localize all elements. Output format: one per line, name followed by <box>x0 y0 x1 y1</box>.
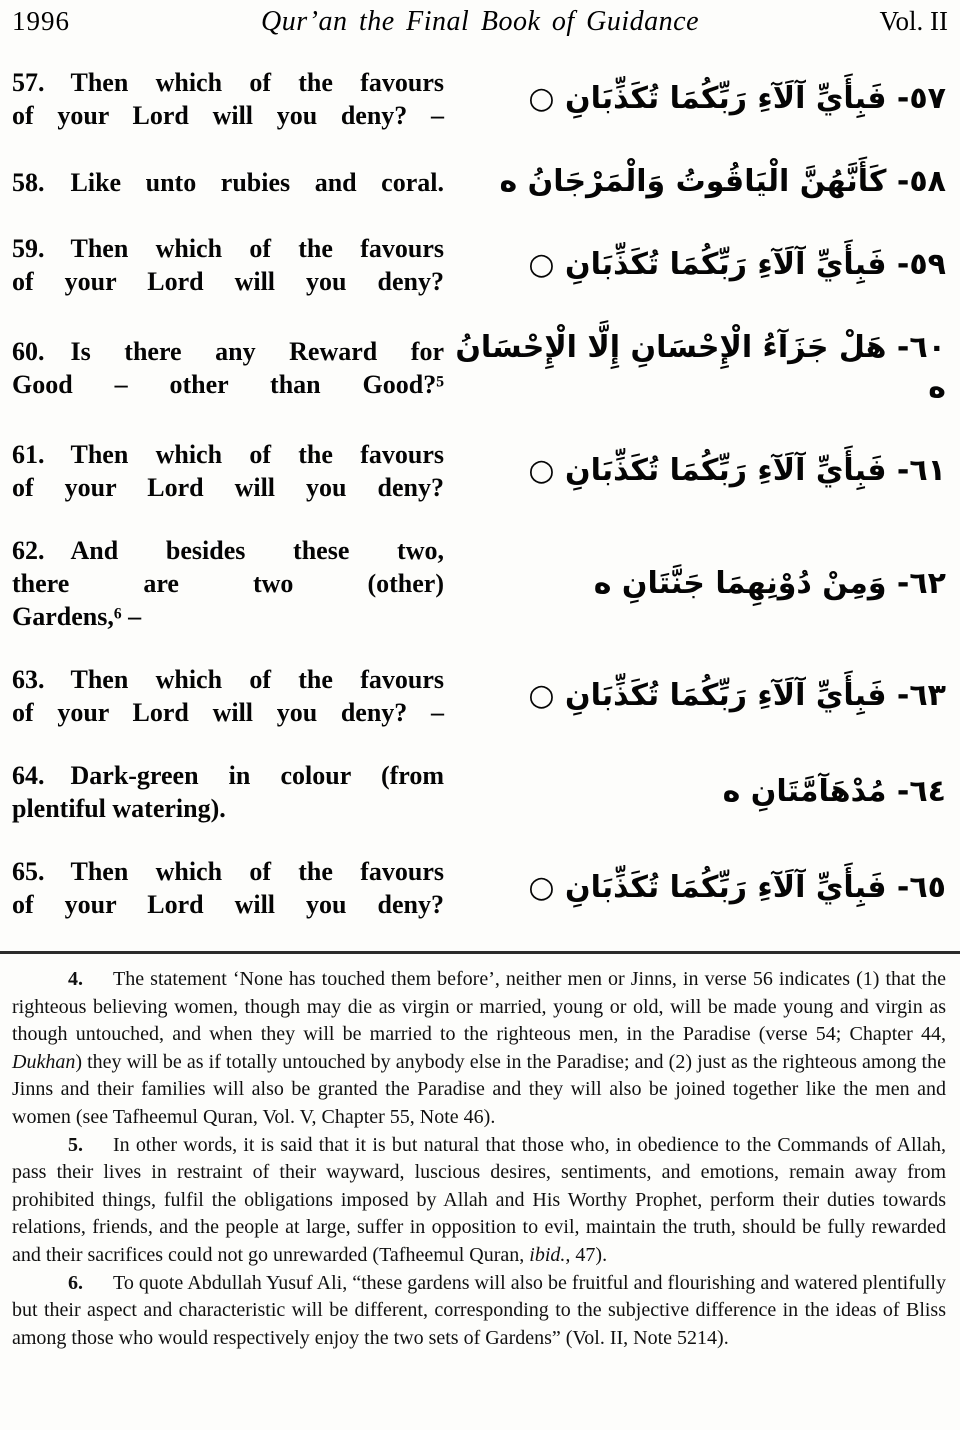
verse-english-line: of your Lord will you deny? – <box>12 101 444 130</box>
verse-english-line: Good – other than Good?⁵ <box>12 370 444 399</box>
book-title: Qur’an the Final Book of Guidance <box>260 6 699 37</box>
verse-arabic-60: ٦٠- هَلْ جَزَآءُ الْإِحْسَانِ إِلَّا الْإِحْسَانُ ه <box>455 330 946 405</box>
verse-english-64 <box>12 759 444 825</box>
verse-arabic-61: ٦١- فَبِأَيِّ آلَآءِ رَبِّكُمَا تُكَذِّبَانِ ○ <box>528 453 946 488</box>
verse-english-line: 64. Dark-green in colour (from <box>12 761 444 790</box>
verse-english-65 <box>12 855 444 921</box>
verse-row-63 <box>12 663 948 729</box>
verse-arabic-65: ٦٥- فَبِأَيِّ آلَآءِ رَبِّكُمَا تُكَذِّبَانِ ○ <box>528 870 946 905</box>
verse-english-line: 57. Then which of the favours <box>12 68 444 97</box>
verse-arabic-59: ٥٩- فَبِأَيِّ آلَآءِ رَبِّكُمَا تُكَذِّبَانِ ○ <box>528 247 946 282</box>
footnote-text: The statement ‘None has touched them before’, neither men or Jinns, in verse 56 indicates (1) that the righteous believing women, though may die as virgin or married, young or old, will be made young and virgin as though untouched, and when they will be married to the righteous men, in the Paradise (verse 54; Chapter 44, <box>12 968 946 1046</box>
verse-english-line: there are two (other) <box>12 569 444 598</box>
verse-english-60 <box>12 335 444 401</box>
verse-row-61 <box>12 438 948 504</box>
verse-english-line: 63. Then which of the favours <box>12 665 444 694</box>
verse-row-64 <box>12 759 948 825</box>
verse-english-line: of your Lord will you deny? <box>12 473 444 502</box>
footnotes-section <box>12 962 948 1352</box>
page-header <box>12 6 948 38</box>
verse-english-62 <box>12 534 444 633</box>
verse-row-65 <box>12 855 948 921</box>
page-number: 1996 <box>12 6 70 36</box>
footnote-divider-rule <box>0 951 960 954</box>
footnote-italic-text: ibid., <box>529 1243 571 1266</box>
verse-english-63 <box>12 663 444 729</box>
volume-label: Vol. II <box>879 6 948 36</box>
footnote-4 <box>12 966 946 1132</box>
verse-arabic-64: ٦٤- مُدْهَآمَّتَانِ ه <box>722 774 946 809</box>
verse-english-line: 59. Then which of the favours <box>12 234 444 263</box>
verse-row-60 <box>12 328 948 408</box>
verse-row-59 <box>12 232 948 298</box>
verse-english-line: of your Lord will you deny? <box>12 890 444 919</box>
footnote-6 <box>12 1270 946 1353</box>
verse-arabic-58: ٥٨- كَأَنَّهُنَّ الْيَاقُوتُ وَالْمَرْجَانُ ه <box>499 164 946 199</box>
verse-english-line: 61. Then which of the favours <box>12 440 444 469</box>
verse-english-line: plentiful watering). <box>12 794 226 823</box>
verse-english-57 <box>12 66 444 132</box>
footnote-number: 6. <box>68 1271 83 1294</box>
footnote-number: 4. <box>68 968 83 990</box>
verse-english-line: of your Lord will you deny? – <box>12 698 444 727</box>
verse-arabic-63: ٦٣- فَبِأَيِّ آلَآءِ رَبِّكُمَا تُكَذِّبَانِ ○ <box>528 678 946 713</box>
verse-row-62 <box>12 534 948 633</box>
verse-english-line: 58. Like unto rubies and coral. <box>12 167 444 197</box>
verse-english-line: 60. Is there any Reward for <box>12 337 444 366</box>
verse-row-58 <box>12 162 948 202</box>
footnote-text: 47). <box>570 1243 608 1266</box>
verse-english-59 <box>12 232 444 298</box>
verse-row-57 <box>12 66 948 132</box>
verse-english-61 <box>12 438 444 504</box>
footnote-text: ) they will be as if totally untouched by anybody else in the Paradise; and (2) just as the righteous among the Jinns and their families will also be granted the Paradise and they will also be joined together like the men and women (see Tafheemul Quran, Vol. V, Chapter 55, Note 46). <box>12 1050 946 1128</box>
verse-english-line: of your Lord will you deny? <box>12 267 444 296</box>
verse-arabic-62: ٦٢- وَمِنْ دُوْنِهِمَا جَنَّتَانِ ه <box>593 565 946 601</box>
verse-english-line: 65. Then which of the favours <box>12 857 444 886</box>
footnote-5 <box>12 1132 946 1270</box>
verse-english-line: 62. And besides these two, <box>12 536 444 565</box>
footnote-text: To quote Abdullah Yusuf Ali, “these gardens will also be fruitful and flourishing and watered plentifully but their aspect and characteristic will be different, corresponding to the subjective difference in the ideas of Bliss among those who would respectively enjoy the two sets of Gardens” (Vol. II, Note 5214). <box>12 1271 946 1349</box>
footnote-text: In other words, it is said that it is but natural that those who, in obedience to the Commands of Allah, pass their lives in restraint of their wayward, luscious desires, sentiments, and emotions, remain away from prohibited things, fulfil the obligations imposed by Allah and His Worthy Prophet, perform their duties towards relations, friends, and the people at large, suffer in opposition to evil, maintain the truth, should be fully rewarded and their sacrifices could not go unrewarded (Tafheemul Quran, <box>12 1133 946 1266</box>
verse-english-58 <box>12 166 444 199</box>
verses-section <box>12 66 948 921</box>
verse-arabic-57: ٥٧- فَبِأَيِّ آلَآءِ رَبِّكُمَا تُكَذِّبَانِ ○ <box>528 81 946 116</box>
footnote-number: 5. <box>68 1133 83 1156</box>
verse-english-line: Gardens,⁶ – <box>12 602 142 631</box>
footnote-italic-text: Dukhan <box>12 1050 76 1073</box>
